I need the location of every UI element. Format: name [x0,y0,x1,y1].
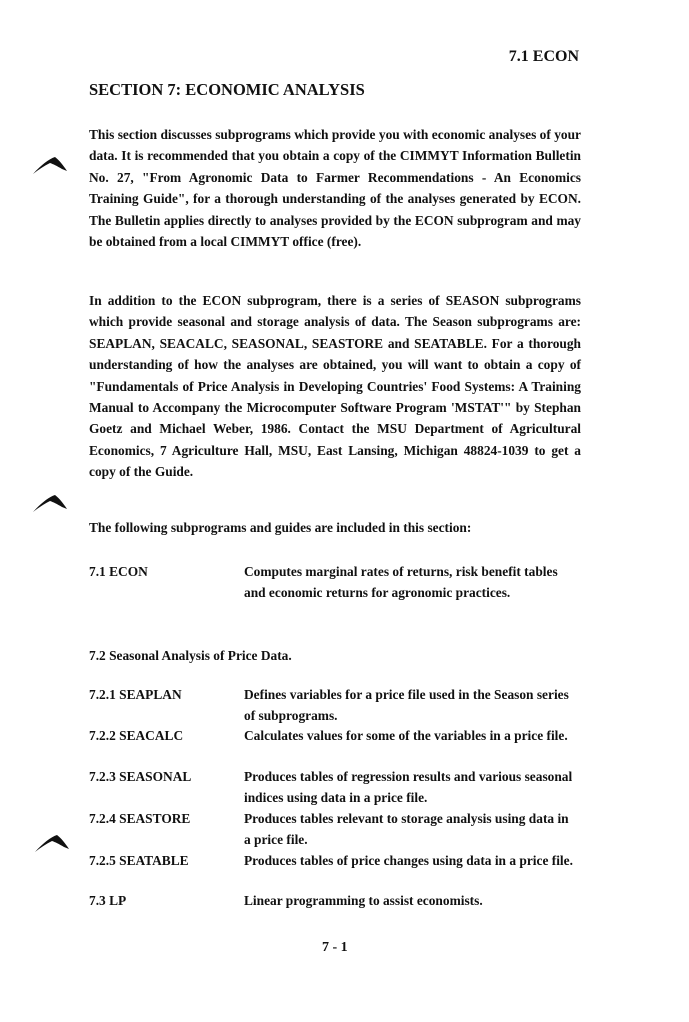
entry-description: Produces tables of regression results and various seasonal indices using data in a price file. [244,769,573,805]
intro-paragraph: This section discusses subprograms which provide you with economic analyses of your data. It is recommended that you obtain a copy of the CIMMYT Information Bulletin No. 27, "From Agronomic Data to Farmer Recommendations - An Economics Training Guide", for a thorough understanding of the analyses generated by ECON. The Bulletin applies directly to analyses provided by the ECON subprogram and may be obtained from a local CIMMYT office (free). [89,127,581,250]
entry-description: Linear programming to assist economists. [244,893,483,908]
season-paragraph: In addition to the ECON subprogram, there is a series of SEASON subprograms which provide seasonal and storage analysis of data. The Season subprograms are: SEAPLAN, SEACALC, SEASONAL, SEASTORE and SEATABLE. For a thorough understanding of how the analyses are obtained, you will want to obtain a copy of "Fundamentals of Price Analysis in Developing Countries' Food Systems: A Training Manual to Accompany the Microcomputer Software Program 'MSTAT'" by Stephan Goetz and Michael Weber, 1986. Contact the MSU Department of Agricultural Economics, 7 Agriculture Hall, MSU, East Lansing, Michigan 48824-1039 to get a copy of the Guide. [89,293,581,480]
entry-code: 7.2.3 SEASONAL [89,769,192,784]
binder-hole-mark-icon [33,494,67,514]
entry-description: Defines variables for a price file used in the Season series of subprograms. [244,687,569,723]
entry-description: Computes marginal rates of returns, risk benefit tables and economic returns for agronomic practices. [244,564,558,600]
page-title: SECTION 7: ECONOMIC ANALYSIS [89,80,365,99]
entry-code: 7.2.4 SEASTORE [89,811,191,826]
included-subprograms-intro: The following subprograms and guides are included in this section: [89,520,472,535]
entry-code: 7.2.5 SEATABLE [89,853,189,868]
entry-description: Produces tables of price changes using data in a price file. [244,853,573,868]
entry-description: Calculates values for some of the variables in a price file. [244,728,568,743]
entry-code: 7.3 LP [89,893,127,908]
entry-description: Produces tables relevant to storage analysis using data in a price file. [244,811,569,847]
section-reference: 7.1 ECON [508,48,579,65]
entry-code: 7.2.1 SEAPLAN [89,687,182,702]
binder-hole-mark-icon [35,834,69,854]
entry-code: 7.2.2 SEACALC [89,728,184,743]
seasonal-analysis-heading: 7.2 Seasonal Analysis of Price Data. [89,648,292,663]
entry-code: 7.1 ECON [89,564,148,579]
binder-hole-mark-icon [33,156,67,176]
page-number: 7 - 1 [322,940,348,955]
